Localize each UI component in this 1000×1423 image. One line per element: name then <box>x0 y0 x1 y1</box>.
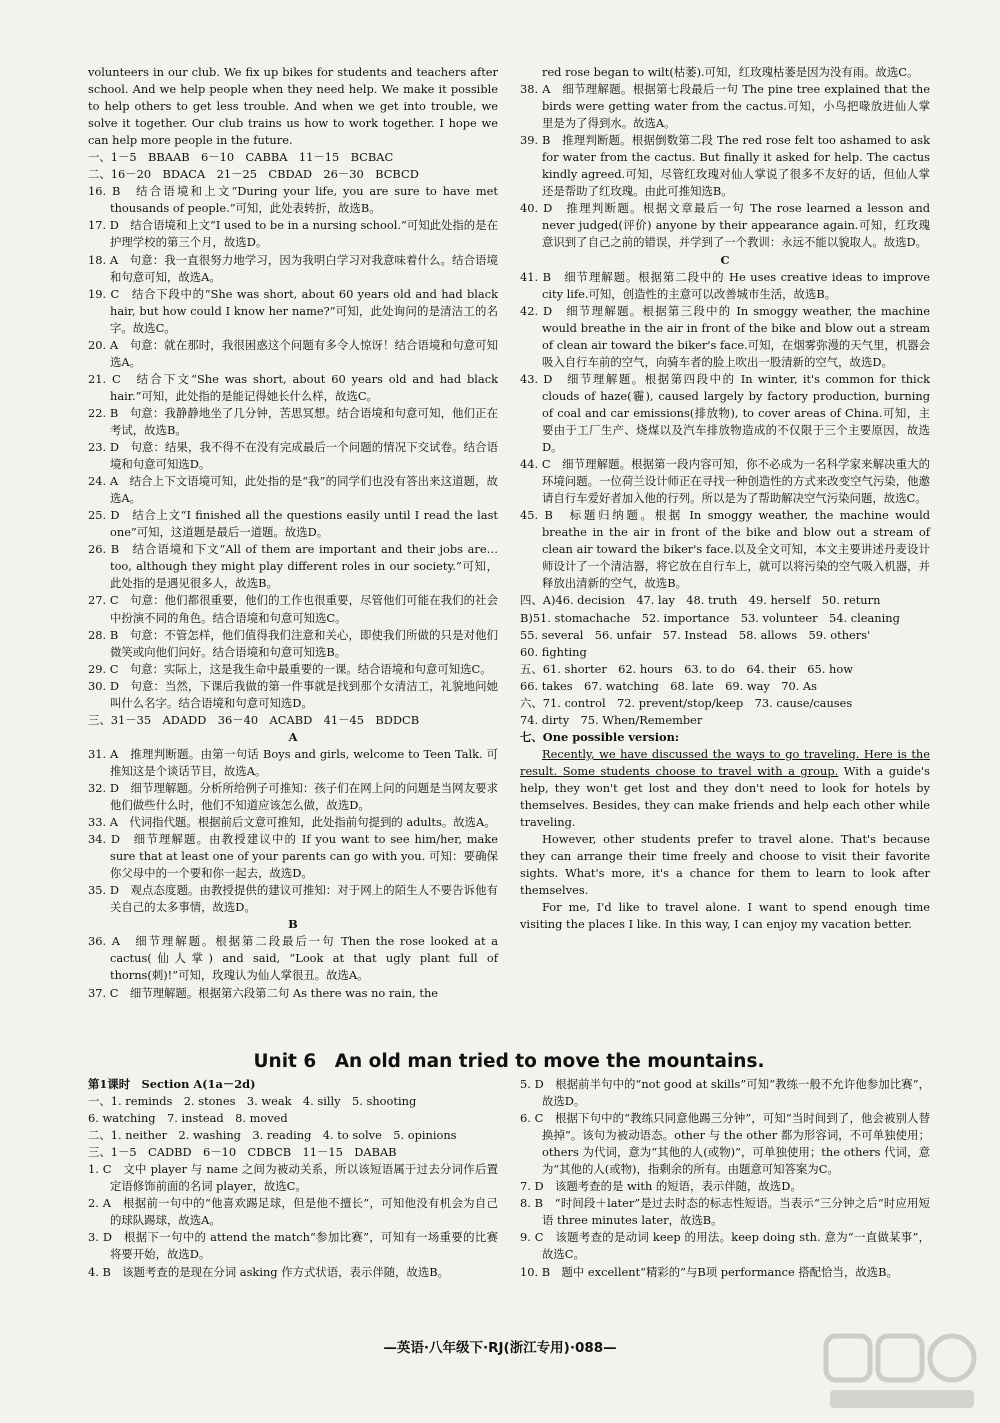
right-column-line: 41. B 细节理解题。根据第二段中的 He uses creative ideas to improve city life.可知，创造性的主意可以改善城市生活，故选B。 <box>520 269 930 301</box>
bottom-left-line: 4. B 该题考查的是现在分词 asking 作方式状语，表示伴随，故选B。 <box>88 1264 450 1279</box>
right-column-line: C <box>720 252 730 267</box>
left-column-line: 35. D 观点态度题。由教授提供的建议可推知：对于网上的陌生人不要告诉他有关自己的太多事情，故选D。 <box>88 883 498 915</box>
left-column-line: 34. D 细节理解题。由教授建议中的 If you want to see him/her, make sure that at least one of your parents can go with you. 可知：要确保你父母中的一个要和你一起去，故选D。 <box>88 832 498 881</box>
page-footer: —英语·八年级下·RJ(浙江专用)·088— <box>383 1340 617 1356</box>
left-column-line: 24. A 结合上下文语境可知，此处指的是“我”的同学们也没有答出来这道题，故选A。 <box>88 474 498 506</box>
left-column-line: 二、16－20 BDACA 21－25 CBDAD 26－30 BCBCD <box>88 167 419 182</box>
bottom-right-line: 5. D 根据前半句中的“not good at skills”可知“教练一般不允许他参加比赛”，故选D。 <box>520 1077 930 1109</box>
left-column-line: 一、1－5 BBAAB 6－10 CABBA 11－15 BCBAC <box>88 150 394 165</box>
bottom-left-line: 3. D 根据下一句中的 attend the match“参加比赛”，可知有一场重要的比赛将要开始，故选D。 <box>88 1230 498 1262</box>
left-column-line: B <box>288 917 298 932</box>
left-column-line: 21. C 结合下文“She was short, about 60 years old and had black hair.”可知，此处指的是能记得她长什么样，故选C。 <box>88 371 498 403</box>
left-column <box>88 64 498 1002</box>
right-column-line: 66. takes 67. watching 68. late 69. way 70. As <box>520 678 818 693</box>
bottom-right-column <box>520 1076 930 1281</box>
right-column-line: 74. dirty 75. When/Remember <box>520 712 703 727</box>
essay-paragraph-1-rest: With a guide's help, they won't get lost and they don't need to look for hotels by themselves. Besides, they can make friends and help each other while traveling. <box>520 763 930 830</box>
right-column-line: 43. D 细节理解题。根据第四段中的 In winter, it's common for thick clouds of haze(霾), caused largely by factory production, burning of coal and car emissions(排放物), to cover areas of China.可知，主要由于工厂生产、烧煤以及汽车排放物造成的不仅限于三个主要原因，故选D。 <box>520 371 930 455</box>
right-column-line: 42. D 细节理解题。根据第三段中的 In smoggy weather, the machine would breathe in the air in front of the bike and blow out a stream of clean air toward the biker's face.可知，在烟雾弥漫的天气里，机器会吸入自行车前的空气，向骑车者的脸上吹出一股清新的空气，故选D。 <box>520 303 930 369</box>
bottom-left-line: 1. C 文中 player 与 name 之间为被动关系，所以该短语属于过去分词作后置定语修饰前面的名词 player，故选C。 <box>88 1162 498 1194</box>
left-column-line: 17. D 结合语境和上文“I used to be in a nursing school.”可知此处指的是在护理学校的第三个月，故选D。 <box>88 218 498 250</box>
left-column-line: 18. A 句意：我一直很努力地学习，因为我明白学习对我意味着什么。结合语境和句意可知，故选A。 <box>88 252 498 284</box>
bottom-right-line: 9. C 该题考查的是动词 keep 的用法。keep doing sth. 意为“一直做某事”，故选C。 <box>520 1230 930 1262</box>
left-column-line: 30. D 句意：当然，下课后我做的第一件事就是找到那个女清洁工，礼貌地问她叫什么名字。结合语境和句意可知选D。 <box>88 678 498 710</box>
left-column-line: 31. A 推理判断题。由第一句话 Boys and girls, welcome to Teen Talk. 可推知这是个谈话节目，故选A。 <box>88 746 498 778</box>
bottom-left-line: 6. watching 7. instead 8. moved <box>88 1111 288 1126</box>
right-column-line: 38. A 细节理解题。根据第七段最后一句 The pine tree explained that the birds were getting water from the cactus.可知，小鸟把喙放进仙人掌里是为了得到水。故选A。 <box>520 82 930 131</box>
bottom-right-line: 6. C 根据下句中的“教练只同意他踢三分钟”，可知“当时间到了，他会被别人替换掉”。该句为被动语态。other 与 the other 都为形容词，不可单独使用；others 为代词，意为“其他的人(或物)”，可单独使用；the others 代词，意为“其他的人(或物)，指剩余的所有。由题意可知答案为C。 <box>520 1111 930 1177</box>
left-column-line: 16. B 结合语境和上文“During your life, you are sure to have met thousands of people.”可知，此处表转折，故选B。 <box>88 184 498 216</box>
bottom-left-line: 三、1－5 CADBD 6－10 CDBCB 11－15 DABAB <box>88 1145 397 1160</box>
left-column-line: 29. C 句意：实际上，这是我生命中最重要的一课。结合语境和句意可知选C。 <box>88 661 492 676</box>
bottom-left-column <box>88 1076 498 1281</box>
essay <box>520 746 930 934</box>
bottom-right-line: 8. B “时间段＋later”是过去时态的标志性短语。当表示“三分钟之后”时应用短语 three minutes later，故选B。 <box>520 1196 930 1228</box>
left-column-line: 37. C 细节理解题。根据第六段第二句 As there was no rain, the <box>88 985 439 1000</box>
bottom-left-line: 二、1. neither 2. washing 3. reading 4. to solve 5. opinions <box>88 1128 457 1143</box>
essay-paragraph-1 <box>520 746 930 831</box>
left-column-line: 28. B 句意：不管怎样，他们值得我们注意和关心，即使我们所做的只是对他们微笑或向他们问好。结合语境和句意可知选B。 <box>88 627 498 659</box>
left-column-line: 23. D 句意：结果，我不得不在没有完成最后一个问题的情况下交试卷。结合语境和句意可知选D。 <box>88 440 498 472</box>
right-column-line: 45. B 标题归纳题。根据 In smoggy weather, the machine would breathe in the air in front of the bike and blow out a stream of clean air toward the biker's face.以及全文可知，本文主要讲述丹麦设计师设计了一个清洁器，将它放在自行车上，就可以将污染的空气吸入机器，并释放出清新的空气，故选B。 <box>520 508 930 591</box>
bottom-left-line: 第1课时 Section A(1a－2d) <box>88 1077 256 1091</box>
left-column-line: 36. A 细节理解题。根据第二段最后一句 Then the rose looked at a cactus(仙人掌) and said, “Look at that ugly plant full of thorns(刺)!”可知，玫瑰认为仙人掌很丑。故选A。 <box>88 934 498 983</box>
left-column-line: 32. D 细节理解题。分析所给例子可推知：孩子们在网上问的问题是当网友要求他们做些什么时，他们不知道应该怎么做，故选D。 <box>88 780 498 813</box>
right-column-line: B)51. stomachache 52. importance 53. volunteer 54. cleaning <box>520 610 900 625</box>
left-column-line: 27. C 句意：他们都很重要，他们的工作也很重要，尽管他们可能在我们的社会中扮演不同的角色。结合语境和句意可知选C。 <box>88 593 498 625</box>
right-column-line: red rose began to wilt(枯萎).可知，红玫瑰枯萎是因为没有雨。故选C。 <box>542 65 919 79</box>
right-column-line: 60. fighting <box>520 644 587 659</box>
left-column-line: 26. B 结合语境和下文“All of them are important and their jobs are… too, although they might play different roles in our society.”可知，此处指的是遇见很多人，故选B。 <box>88 542 498 591</box>
left-column-line: 22. B 句意：我静静地坐了几分钟，苦思冥想。结合语境和句意可知，他们正在考试，故选B。 <box>88 405 498 437</box>
left-column-line: 19. C 结合下段中的“She was short, about 60 years old and had black hair, but how could I know her name?”可知，此处询问的是清洁工的名字。故选C。 <box>88 286 498 335</box>
right-column-line: 四、A)46. decision 47. lay 48. truth 49. herself 50. return <box>520 593 881 608</box>
left-column-line: 25. D 结合上文“I finished all the questions easily until I read the last one”可知，这道题是最后一道题。故选D。 <box>88 508 498 540</box>
unit-title: Unit 6 An old man tried to move the mountains. <box>253 1051 765 1072</box>
bottom-left-line: 2. A 根据前一句中的“他喜欢踢足球，但是他不擅长”，可知他没有机会为自己的球队踢球，故选A。 <box>88 1196 498 1228</box>
left-column-line: volunteers in our club. We fix up bikes for students and teachers after school. And we help people when they need help. We make it possible to help others to get less trouble. And when we get into trouble, we solve it together. Our club trains us how to work together. I hope we can help more people in the future. <box>88 65 498 148</box>
right-column-line: 五、61. shorter 62. hours 63. to do 64. their 65. how <box>520 661 853 676</box>
essay-underlined-sentence: Recently, we have discussed the ways to go traveling. Here is the result. Some students choose to travel with a group. <box>520 746 930 778</box>
left-column-line: 20. A 句意：就在那时，我很困惑这个问题有多令人惊讶！结合语境和句意可知选A。 <box>88 337 498 369</box>
left-column-line: A <box>288 729 298 744</box>
bottom-left-line: 一、1. reminds 2. stones 3. weak 4. silly 5. shooting <box>88 1094 417 1109</box>
right-column-line: 39. B 推理判断题。根据倒数第二段 The red rose felt too ashamed to ask for water from the cactus. But finally it asked for help. The cactus kindly agreed.可知，尽管红玫瑰对仙人掌说了很多不友好的话，但仙人掌还是帮助了红玫瑰。由此可推知选B。 <box>520 133 930 199</box>
right-column <box>520 64 930 933</box>
right-column-line: 七、One possible version: <box>520 729 680 744</box>
answer-site-watermark-icon <box>822 1330 982 1414</box>
bottom-right-line: 10. B 题中 excellent“精彩的”与B项 performance 搭配恰当，故选B。 <box>520 1264 898 1279</box>
left-column-line: 33. A 代词指代题。根据前后文意可推知，此处指前句提到的 adults。故选A。 <box>88 815 496 830</box>
right-column-line: 40. D 推理判断题。根据文章最后一句 The rose learned a lesson and never judged(评价) anyone by their appearance again.可知，红玫瑰意识到了自己之前的错误，并学到了一个教训：永远不能以貌取人。故选D。 <box>520 201 930 250</box>
right-column-line: 六、71. control 72. prevent/stop/keep 73. cause/causes <box>520 695 853 710</box>
right-column-line: 55. several 56. unfair 57. Instead 58. allows 59. others' <box>520 627 871 642</box>
essay-paragraph-3: For me, I'd like to travel alone. I want to spend enough time visiting the places I like. In this way, I can enjoy my vacation better. <box>520 900 930 932</box>
right-column-line: 44. C 细节理解题。根据第一段内容可知，你不必成为一名科学家来解决重大的环境问题。一位荷兰设计师正在寻找一种创造性的方式来改变空气污染，他邀请自行车爱好者加入他的行列。所以是为了帮助解决空气污染问题，故选C。 <box>520 457 930 506</box>
bottom-right-line: 7. D 该题考查的是 with 的短语，表示伴随，故选D。 <box>520 1179 802 1194</box>
essay-paragraph-2: However, other students prefer to travel alone. That's because they can arrange their time freely and choose to visit their favorite sights. What's more, it's a chance for them to learn to look after themselves. <box>520 832 930 898</box>
left-column-line: 三、31－35 ADADD 36－40 ACABD 41－45 BDDCB <box>88 712 420 727</box>
